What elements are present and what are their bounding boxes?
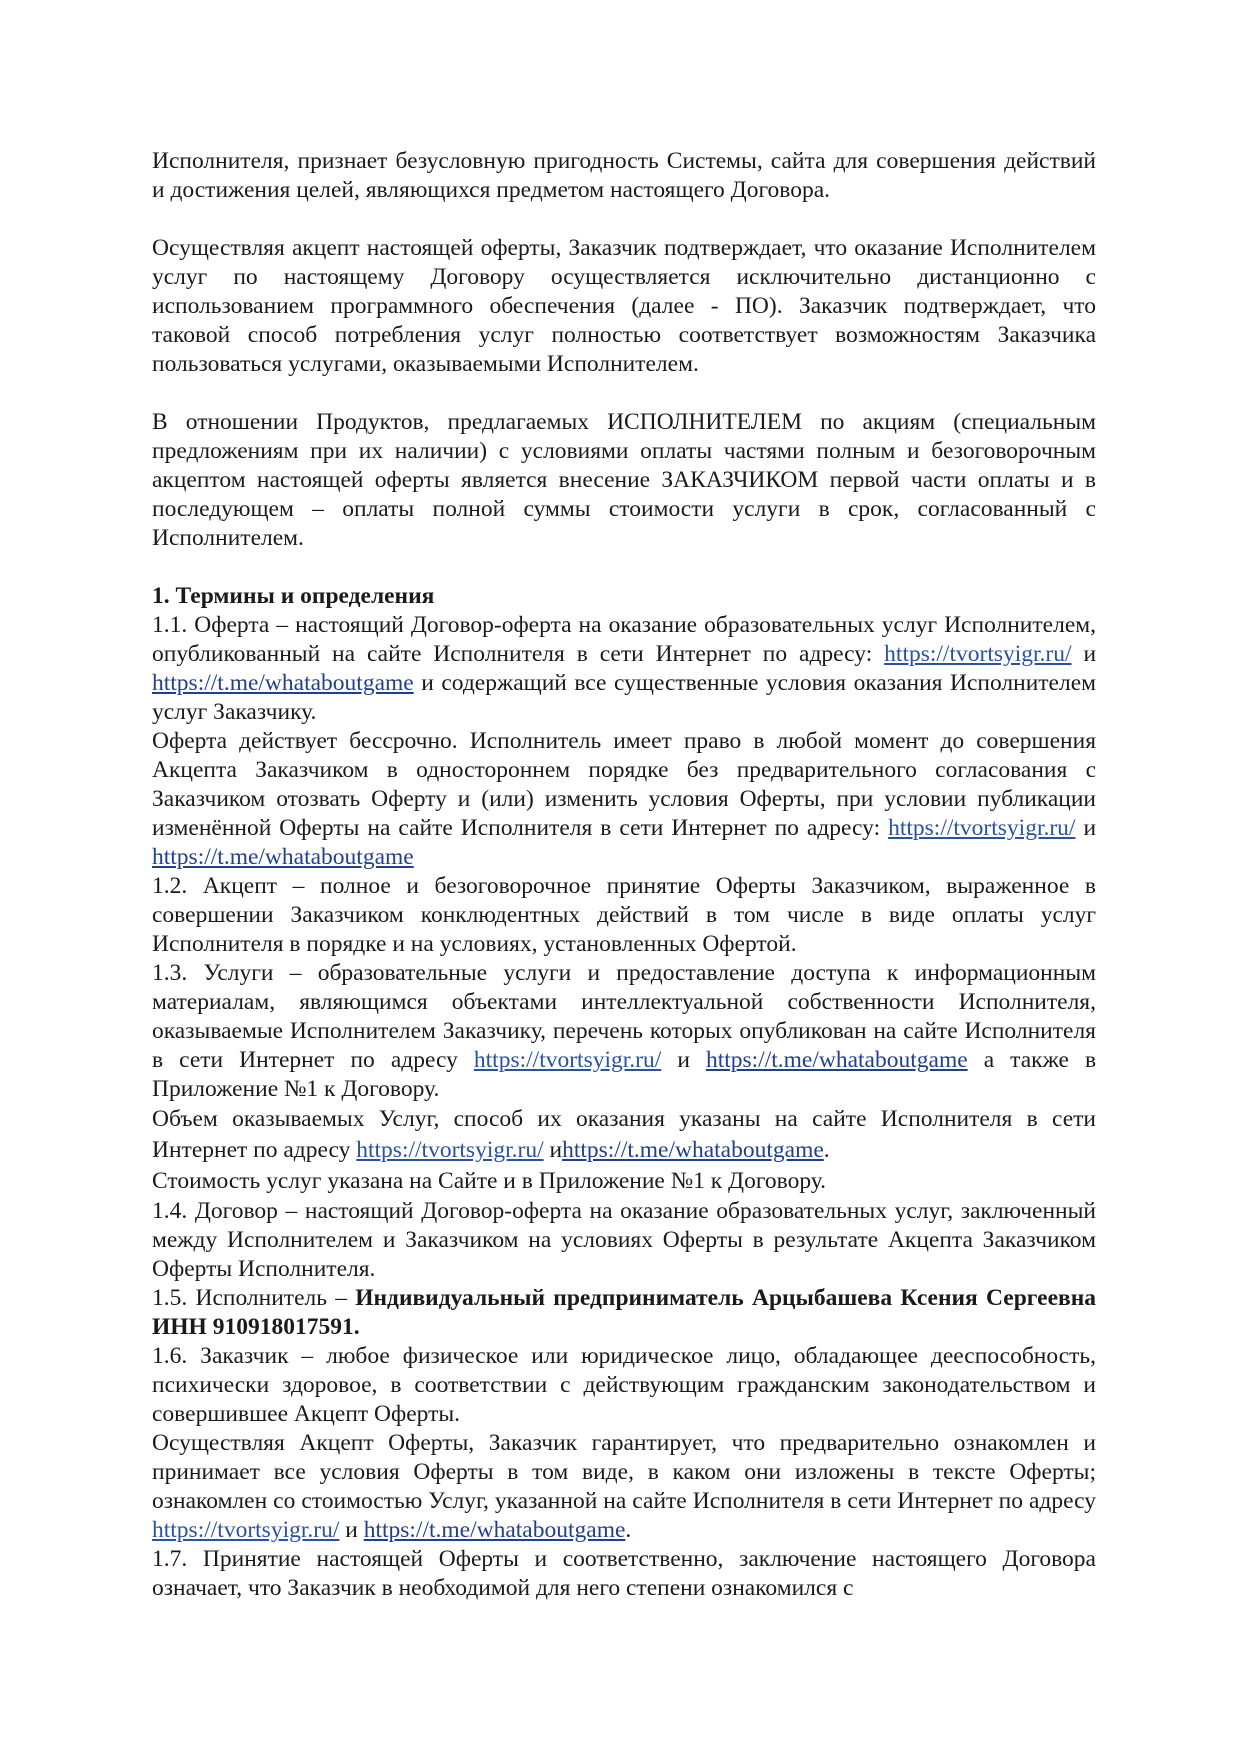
offer-validity xyxy=(152,727,1096,872)
period-text: . xyxy=(625,1517,632,1543)
section-heading: 1. Термины и определения xyxy=(152,583,435,609)
and-text: и xyxy=(677,1047,690,1073)
clause-1-6: 1.6. Заказчик – любое физическое или юридическое лицо, обладающее дееспособность, психически здоровое, в соответствии с действующим гражданским законодательством и совершившее Акцепт Оферты. xyxy=(152,1343,1096,1427)
site-link[interactable]: https://tvortsyigr.ru/ xyxy=(888,815,1076,841)
executor-name: Индивидуальный предприниматель Арцыбашева Ксения Сергеевна ИНН 910918017591. xyxy=(152,1285,1096,1340)
clause-1-4: 1.4. Договор – настоящий Договор-оферта на оказание образовательных услуг, заключенный между Исполнителем и Заказчиком на условиях Оферты в результате Акцепта Заказчиком Оферты Исполнителя. xyxy=(152,1198,1096,1282)
and-text: и xyxy=(1083,641,1097,667)
offer-validity-text: Оферта действует бессрочно. Исполнитель имеет право в любой момент до совершения Акцепта Заказчиком в одностороннем порядке без предварительного согласования с Заказчиком отозвать Оферту и (или) изменить условия Оферты, при условии публикации изменённой Оферты на сайте Исполнителя в сети Интернет по адресу: xyxy=(152,728,1096,841)
and-text: и xyxy=(1083,815,1097,841)
site-link[interactable]: https://tvortsyigr.ru/ xyxy=(356,1137,544,1163)
acceptance-guarantee xyxy=(152,1429,1096,1545)
clause-1-1-text: 1.1. Оферта – настоящий Договор-оферта на оказание образовательных услуг Исполнителем, опубликованный на сайте Исполнителя в сети Интернет по адресу: xyxy=(152,612,1096,667)
telegram-link[interactable]: https://t.me/whataboutgame xyxy=(705,1047,968,1073)
intro-paragraph-2: Осуществляя акцепт настоящей оферты, Заказчик подтверждает, что оказание Исполнителем услуг по настоящему Договору осуществляется исключительно дистанционно с использованием программного обеспечения (далее - ПО). Заказчик подтверждает, что таковой способ потребления услуг полностью соответствует возможностям Заказчика пользоваться услугами, оказываемыми Исполнителем. xyxy=(152,235,1096,377)
period-text: . xyxy=(823,1137,830,1163)
telegram-link[interactable]: https://t.me/whataboutgame xyxy=(152,670,414,696)
clause-1-3 xyxy=(152,959,1096,1104)
site-link[interactable]: https://tvortsyigr.ru/ xyxy=(152,1517,340,1543)
site-link[interactable]: https://tvortsyigr.ru/ xyxy=(884,641,1072,667)
site-link[interactable]: https://tvortsyigr.ru/ xyxy=(473,1047,662,1073)
services-volume-text: Объем оказываемых Услуг, способ их оказания указаны на сайте Исполнителя в сети Интернет по адресу xyxy=(152,1106,1096,1163)
clause-1-1 xyxy=(152,611,1096,727)
clause-1-2: 1.2. Акцепт – полное и безоговорочное принятие Оферты Заказчиком, выраженное в совершении Заказчиком конклюдентных действий в том числе в виде оплаты услуг Исполнителя в порядке и на условиях, установленных Офертой. xyxy=(152,873,1096,957)
intro-paragraph-3: В отношении Продуктов, предлагаемых ИСПОЛНИТЕЛЕМ по акциям (специальным предложениям при их наличии) с условиями оплаты частями полным и безоговорочным акцептом настоящей оферты является внесение ЗАКАЗЧИКОМ первой части оплаты и в последующем – оплаты полной суммы стоимости услуги в срок, согласованный с Исполнителем. xyxy=(152,409,1096,551)
intro-paragraph-1: Исполнителя, признает безусловную пригодность Системы, сайта для совершения действий и достижения целей, являющихся предметом настоящего Договора. xyxy=(152,148,1096,203)
telegram-link[interactable]: https://t.me/whataboutgame xyxy=(562,1137,824,1163)
clause-1-1-tail: и содержащий все существенные условия оказания Исполнителем услуг Заказчику. xyxy=(152,670,1097,725)
clause-1-5 xyxy=(152,1284,1096,1342)
clause-1-3-tail: а также в Приложение №1 к Договору. xyxy=(152,1047,1097,1102)
telegram-link[interactable]: https://t.me/whataboutgame xyxy=(152,844,414,870)
and-text: и xyxy=(345,1517,358,1543)
services-cost: Стоимость услуг указана на Сайте и в Приложение №1 к Договору. xyxy=(152,1168,827,1194)
telegram-link[interactable]: https://t.me/whataboutgame xyxy=(363,1517,626,1543)
acceptance-guarantee-text: Осуществляя Акцепт Оферты, Заказчик гарантирует, что предварительно ознакомлен и принимает все условия Оферты в том виде, в каком они изложены в тексте Оферты; ознакомлен со стоимостью Услуг, указанной на сайте Исполнителя в сети Интернет по адресу xyxy=(152,1430,1096,1514)
clause-1-7: 1.7. Принятие настоящей Оферты и соответственно, заключение настоящего Договора означает, что Заказчик в необходимой для него степени ознакомился с xyxy=(152,1546,1096,1601)
and-text: и xyxy=(549,1137,563,1163)
clause-1-3-text: 1.3. Услуги – образовательные услуги и предоставление доступа к информационным материалам, являющимся объектами интеллектуальной собственности Исполнителя, оказываемые Исполнителем Заказчику, перечень которых опубликован на сайте Исполнителя в сети Интернет по адресу xyxy=(152,960,1096,1073)
clause-1-5-label: 1.5. Исполнитель – xyxy=(152,1285,347,1311)
services-volume xyxy=(152,1104,1096,1166)
document-page xyxy=(152,147,1096,1603)
